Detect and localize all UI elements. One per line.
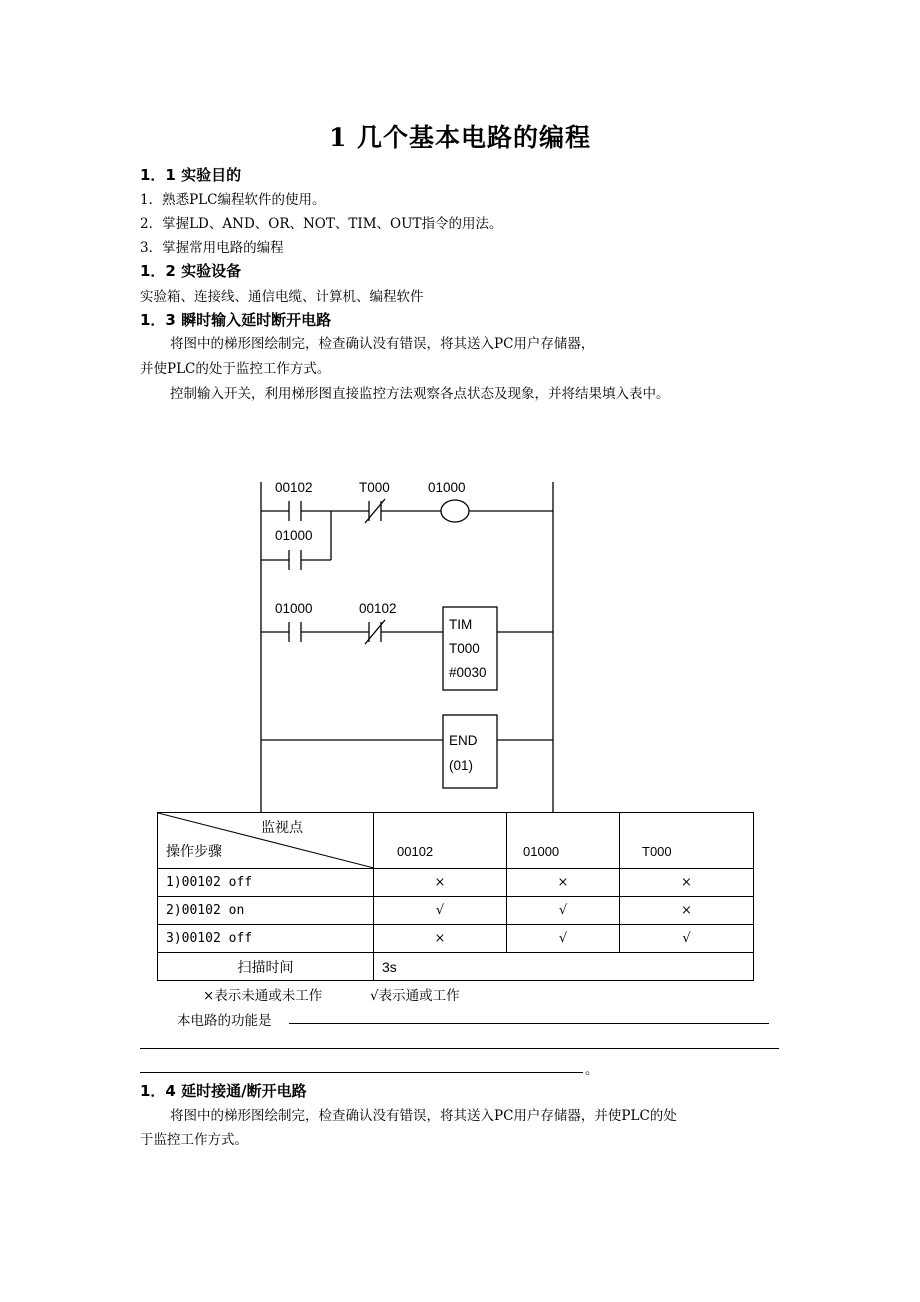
scan-time-label: 扫描时间 xyxy=(158,953,374,981)
table-row xyxy=(158,925,754,953)
status-cell: × xyxy=(507,869,620,897)
section-heading-1-1: 1．1 实验目的 xyxy=(140,166,242,184)
step-cell: 1)00102 off xyxy=(158,869,374,897)
rung-1-output-coil xyxy=(441,500,469,522)
legend-off: ×表示未通或未工作 xyxy=(203,988,323,1004)
column-header: 00102 xyxy=(374,813,507,869)
answer-line-3 xyxy=(140,1072,583,1073)
rung-2-no-contact xyxy=(261,622,301,642)
objective-item-2: 2．掌握LD、AND、OR、NOT、TIM、OUT指令的用法。 xyxy=(140,216,503,232)
s13-paragraph-1a: 将图中的梯形图绘制完，检查确认没有错误，将其送入PC用户存储器， xyxy=(170,336,595,352)
rung-1-parallel-label: 01000 xyxy=(275,528,313,543)
s14-paragraph-1b: 于监控工作方式。 xyxy=(140,1132,248,1148)
s13-paragraph-2: 控制输入开关，利用梯形图直接监控方法观察各点状态及现象，并将结果填入表中。 xyxy=(170,386,670,402)
status-cell: × xyxy=(374,925,507,953)
status-cell: × xyxy=(620,897,754,925)
status-cell: √ xyxy=(507,925,620,953)
s14-paragraph-1a: 将图中的梯形图绘制完，检查确认没有错误，将其送入PC用户存储器，并使PLC的处 xyxy=(170,1108,677,1124)
legend-on: √表示通或工作 xyxy=(370,988,460,1004)
end-block xyxy=(443,715,497,788)
status-cell: √ xyxy=(507,897,620,925)
s13-paragraph-1b: 并使PLC的处于监控工作方式。 xyxy=(140,361,331,377)
rung-1-no-contact xyxy=(261,501,301,521)
section-heading-1-4: 1．4 延时接通/断开电路 xyxy=(140,1082,307,1100)
monitor-table xyxy=(157,812,754,981)
rung-1-contact-nc-label: T000 xyxy=(359,480,390,495)
status-cell: × xyxy=(620,869,754,897)
answer-line-2 xyxy=(140,1048,779,1049)
end-line-1: END xyxy=(449,733,478,748)
table-row xyxy=(158,869,754,897)
page-title: 1 几个基本电路的编程 xyxy=(328,123,592,152)
answer-end-mark: 。 xyxy=(585,1062,599,1078)
rung-1-contact-no-label: 00102 xyxy=(275,480,313,495)
rung-2-contact-no-label: 01000 xyxy=(275,601,313,616)
tim-line-2: T000 xyxy=(449,641,480,656)
status-cell: × xyxy=(374,869,507,897)
rung-2-contact-nc-label: 00102 xyxy=(359,601,397,616)
table-corner-cell xyxy=(158,813,374,869)
section-heading-1-2: 1．2 实验设备 xyxy=(140,262,242,280)
table-row xyxy=(158,897,754,925)
column-header: 01000 xyxy=(507,813,620,869)
objective-item-3: 3．掌握常用电路的编程 xyxy=(140,240,284,256)
corner-top-label: 监视点 xyxy=(261,820,303,836)
column-header: T000 xyxy=(620,813,754,869)
corner-bottom-label: 操作步骤 xyxy=(166,844,222,860)
equipment-text: 实验箱、连接线、通信电缆、计算机、编程软件 xyxy=(140,289,424,305)
step-cell: 2)00102 on xyxy=(158,897,374,925)
objective-item-1: 1．熟悉PLC编程软件的使用。 xyxy=(140,192,326,208)
tim-line-1: TIM xyxy=(449,617,473,632)
tim-line-3: #0030 xyxy=(449,665,487,680)
status-cell: √ xyxy=(374,897,507,925)
function-label: 本电路的功能是 xyxy=(177,1013,272,1029)
table-row xyxy=(158,953,754,981)
scan-time-value: 3s xyxy=(374,953,754,981)
answer-line-1 xyxy=(289,1023,769,1024)
section-heading-1-3: 1．3 瞬时输入延时断开电路 xyxy=(140,311,332,329)
end-line-2: (01) xyxy=(449,758,474,773)
status-cell: √ xyxy=(620,925,754,953)
step-cell: 3)00102 off xyxy=(158,925,374,953)
rung-1-coil-label: 01000 xyxy=(428,480,466,495)
